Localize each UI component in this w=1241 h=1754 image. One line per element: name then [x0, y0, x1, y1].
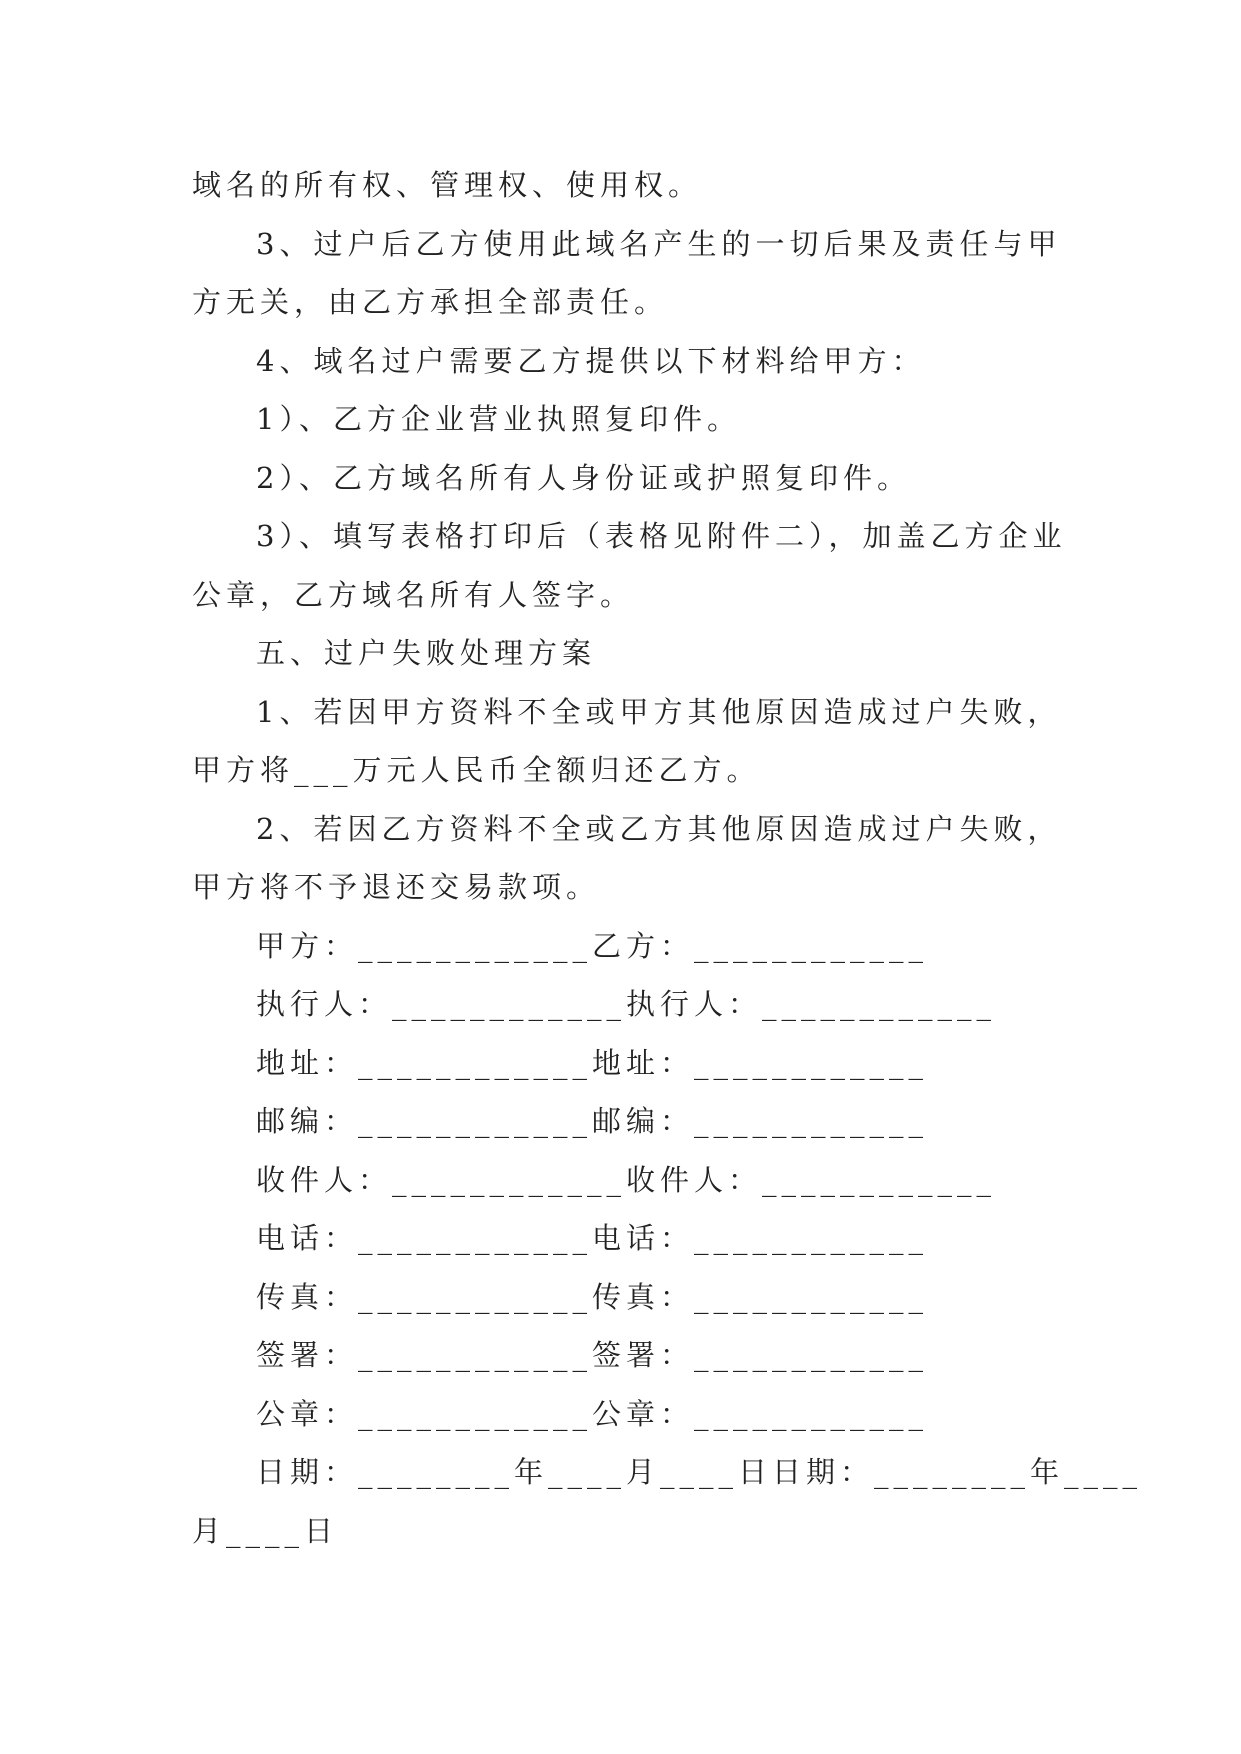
signature-field-seal: 公章：____________公章：____________: [256, 1396, 929, 1431]
signature-field-sign: 签署：____________签署：____________: [256, 1338, 929, 1372]
text-line: 3）、填写表格打印后（表格见附件二），加盖乙方企业: [256, 519, 1067, 553]
text-line: 甲方将___万元人民币全额归还乙方。: [192, 753, 761, 787]
text-line: 3、过户后乙方使用此域名产生的一切后果及责任与甲: [256, 226, 1062, 261]
text-line: 方无关，由乙方承担全部责任。: [192, 285, 669, 319]
signature-field-phone: 电话：____________电话：____________: [256, 1221, 929, 1255]
signature-field-recipient: 收件人：____________收件人：____________: [256, 1162, 997, 1197]
document-body: [192, 156, 1143, 1560]
text-line: 公章，乙方域名所有人签字。: [192, 577, 635, 612]
text-line: 2）、乙方域名所有人身份证或护照复印件。: [256, 460, 911, 495]
signature-field-fax: 传真：____________传真：____________: [256, 1279, 929, 1314]
signature-field-date-cont: 月____日: [192, 1513, 339, 1548]
signature-field-postcode: 邮编：____________邮编：____________: [256, 1104, 929, 1138]
signature-field-date: 日期：________年____月____日日期：________年____: [256, 1455, 1143, 1489]
text-line: 甲方将不予退还交易款项。: [192, 870, 601, 904]
signature-field-address: 地址：____________地址：____________: [256, 1045, 929, 1080]
text-line: 2、若因乙方资料不全或乙方其他原因造成过户失败，: [256, 811, 1062, 846]
text-line: 1）、乙方企业营业执照复印件。: [256, 402, 741, 436]
text-line: 域名的所有权、管理权、使用权。: [192, 168, 703, 202]
section-heading: 五、过户失败处理方案: [256, 636, 597, 670]
text-line: 4、域名过户需要乙方提供以下材料给甲方：: [256, 343, 926, 378]
signature-field-party: 甲方：____________乙方：____________: [256, 928, 929, 963]
signature-field-executor: 执行人：____________执行人：____________: [256, 987, 997, 1021]
text-line: 1、若因甲方资料不全或甲方其他原因造成过户失败，: [256, 694, 1062, 729]
